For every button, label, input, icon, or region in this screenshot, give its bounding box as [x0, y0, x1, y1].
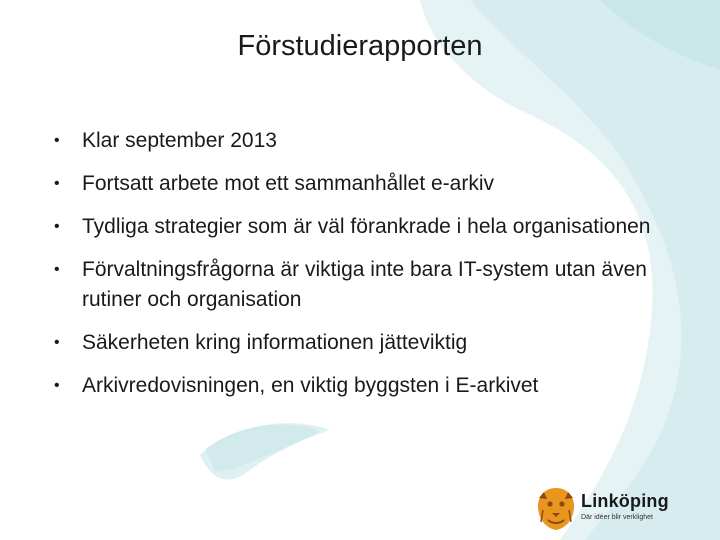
bullet-text: Klar september 2013 [82, 129, 277, 152]
bullet-list [52, 126, 652, 414]
bullet-text: Säkerheten kring informationen jätteviktig [82, 331, 468, 354]
bullet-text: Arkivredovisningen, en viktig byggsten i E-arkivet [82, 374, 539, 397]
bullet-marker: • [54, 261, 60, 278]
slide-title: Förstudierapporten [237, 30, 483, 62]
bullet-item [52, 255, 652, 315]
bullet-marker: • [54, 377, 60, 394]
bullet-item [52, 212, 652, 242]
bullet-text: Förvaltningsfrågorna är viktiga inte bara IT-system utan även rutiner och organisation [82, 258, 647, 311]
bullet-text: Fortsatt arbete mot ett sammanhållet e-arkiv [82, 172, 494, 195]
bullet-marker: • [54, 334, 60, 351]
bullet-item [52, 169, 652, 199]
linkoping-logo [535, 486, 675, 532]
logo-name: Linköping [581, 491, 669, 511]
bullet-item [52, 126, 652, 156]
logo-tagline: Där idéer blir verklighet [581, 514, 653, 521]
bullet-marker: • [54, 132, 60, 149]
bullet-item [52, 371, 652, 401]
bullet-text: Tydliga strategier som är väl förankrade i hela organisationen [82, 215, 651, 238]
bullet-marker: • [54, 175, 60, 192]
lion-head-icon [535, 486, 577, 532]
bullet-marker: • [54, 218, 60, 235]
bullet-item [52, 328, 652, 358]
